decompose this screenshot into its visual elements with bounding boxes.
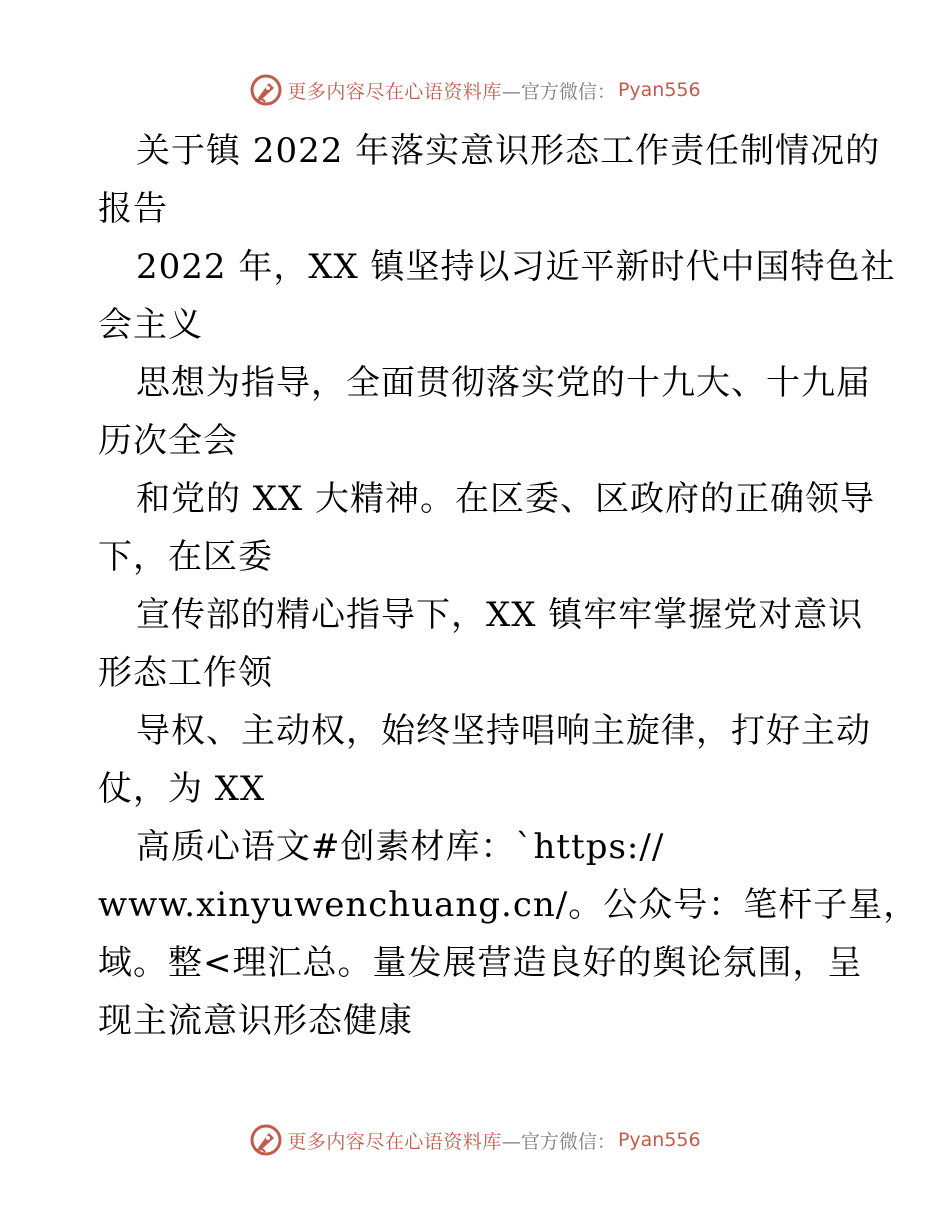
header-watermark-banner [0,70,950,110]
watermark-wechat-id: Pyan556 [617,1129,701,1151]
paragraph-line: 宣传部的精心指导下，XX 镇牢牢掌握党对意识 [136,595,864,635]
watermark-wechat-id: Pyan556 [617,79,701,101]
paragraph-line: 和党的 XX 大精神。在区委、区政府的正确领导 [136,479,876,519]
footer-watermark-banner [0,1120,950,1160]
document-body [98,122,919,1050]
paragraph-line: 导权、主动权，始终坚持唱响主旋律，打好主动 [136,711,871,751]
pen-nib-logo-icon [249,1123,283,1157]
paragraph-line: 下，在区委 [98,537,273,577]
paragraph-line: 思想为指导，全面贯彻落实党的十九大、十九届 [136,363,871,403]
watermark-site-text: 更多内容尽在心语资料库 [287,1130,502,1153]
pen-nib-logo-icon [249,73,283,107]
document-title-line-2: 报告 [98,189,168,229]
watermark-site-text: 更多内容尽在心语资料库 [287,80,502,103]
paragraph-line: 形态工作领 [98,653,273,693]
paragraph-line: 域。整<理汇总。量发展营造良好的舆论氛围，呈 [98,943,863,983]
paragraph-line: 2022 年，XX 镇坚持以习近平新时代中国特色社 [136,247,896,287]
paragraph-line: 高质心语文#创素材库：`https:// [136,827,665,867]
watermark-wechat-label: —官方微信： [501,1130,616,1153]
paragraph-line: www.xinyuwenchuang.cn/。公众号：笔杆子星， [98,885,919,925]
paragraph-line: 历次全会 [98,421,238,461]
watermark-wechat-label: —官方微信： [501,80,616,103]
paragraph-line: 仗，为 XX [98,769,266,809]
paragraph-line: 现主流意识形态健康 [98,1001,413,1041]
paragraph-line: 会主义 [98,305,203,345]
document-title-line-1: 关于镇 2022 年落实意识形态工作责任制情况的 [136,131,881,171]
